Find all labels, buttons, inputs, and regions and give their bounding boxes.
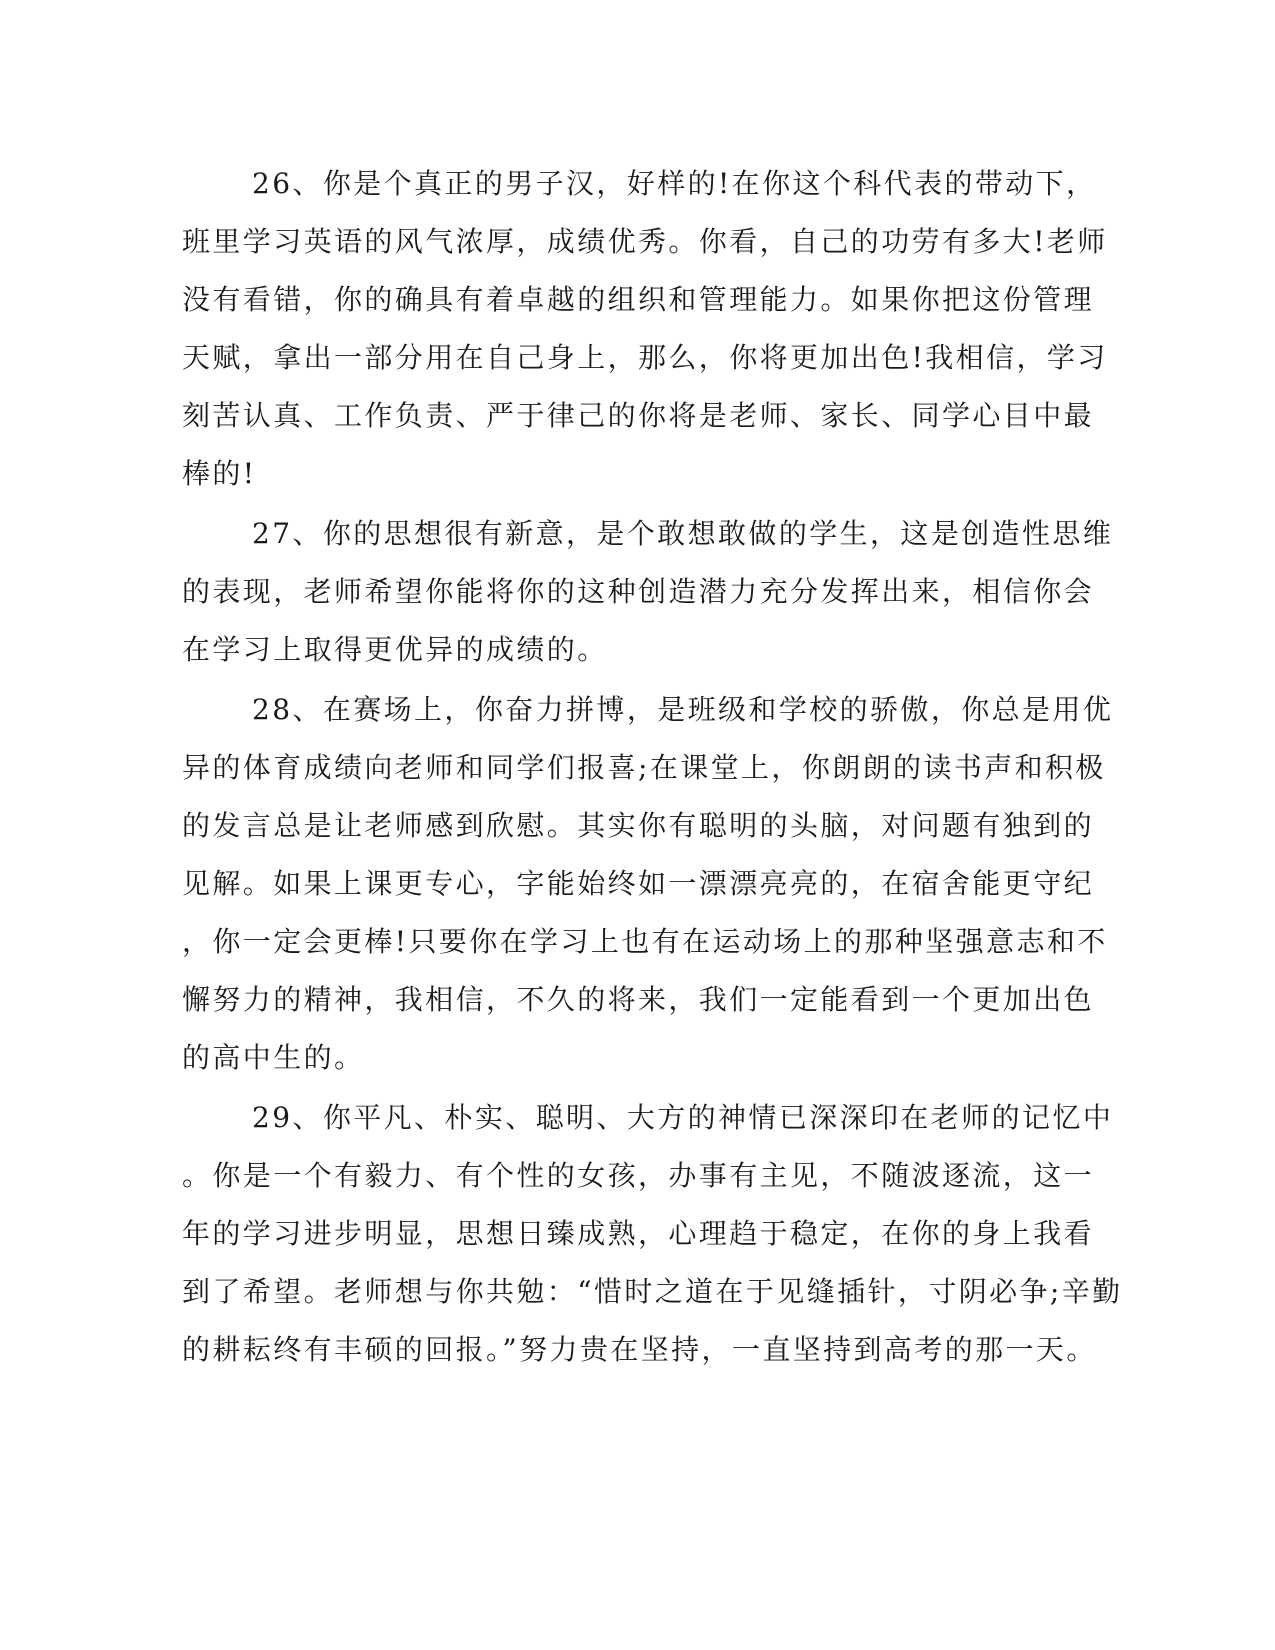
paragraph-line: 到了希望。老师想与你共勉：“惜时之道在于见缝插针，寸阴必争;辛勤 [182,1275,1123,1308]
paragraph-line: ，你一定会更棒!只要你在学习上也有在运动场上的那种坚强意志和不 [182,925,1108,958]
paragraph-line: 没有看错，你的确具有着卓越的组织和管理能力。如果你把这份管理 [182,283,1095,316]
paragraph-line: 异的体育成绩向老师和同学们报喜;在课堂上，你朗朗的读书声和积极 [182,751,1106,784]
paragraph-line: 27、你的思想很有新意，是个敢想敢做的学生，这是创造性思维 [252,517,1114,550]
paragraph-line: 懈努力的精神，我相信，不久的将来，我们一定能看到一个更加出色 [182,983,1095,1016]
paragraph-line: 年的学习进步明显，思想日臻成熟，心理趋于稳定，在你的身上我看 [182,1217,1095,1250]
paragraph-line: 的发言总是让老师感到欣慰。其实你有聪明的头脑，对问题有独到的 [182,809,1095,842]
paragraph-line: 的表现，老师希望你能将你的这种创造潜力充分发挥出来，相信你会 [182,575,1095,608]
paragraph-line: 26、你是个真正的男子汉，好样的!在你这个科代表的带动下， [252,167,1097,200]
paragraph-line: 见解。如果上课更专心，字能始终如一漂漂亮亮的，在宿舍能更守纪 [182,867,1095,900]
paragraph-line: 的高中生的。 [182,1041,365,1074]
paragraph-line: 班里学习英语的风气浓厚，成绩优秀。你看，自己的功劳有多大!老师 [182,225,1108,258]
paragraph-line: 28、在赛场上，你奋力拼博，是班级和学校的骄傲，你总是用优 [252,693,1114,726]
paragraph-line: 29、你平凡、朴实、聪明、大方的神情已深深印在老师的记忆中 [252,1101,1114,1134]
paragraph-line: 在学习上取得更优异的成绩的。 [182,633,608,666]
paragraph-line: 。你是一个有毅力、有个性的女孩，办事有主见，不随波逐流，这一 [182,1159,1095,1192]
paragraph-line: 棒的! [182,457,257,490]
paragraph-line: 的耕耘终有丰硕的回报。”努力贵在坚持，一直坚持到高考的那一天。 [182,1333,1097,1366]
paragraph-line: 天赋，拿出一部分用在自己身上，那么，你将更加出色!我相信，学习 [182,341,1108,374]
paragraph-line: 刻苦认真、工作负责、严于律己的你将是老师、家长、同学心目中最 [182,399,1095,432]
